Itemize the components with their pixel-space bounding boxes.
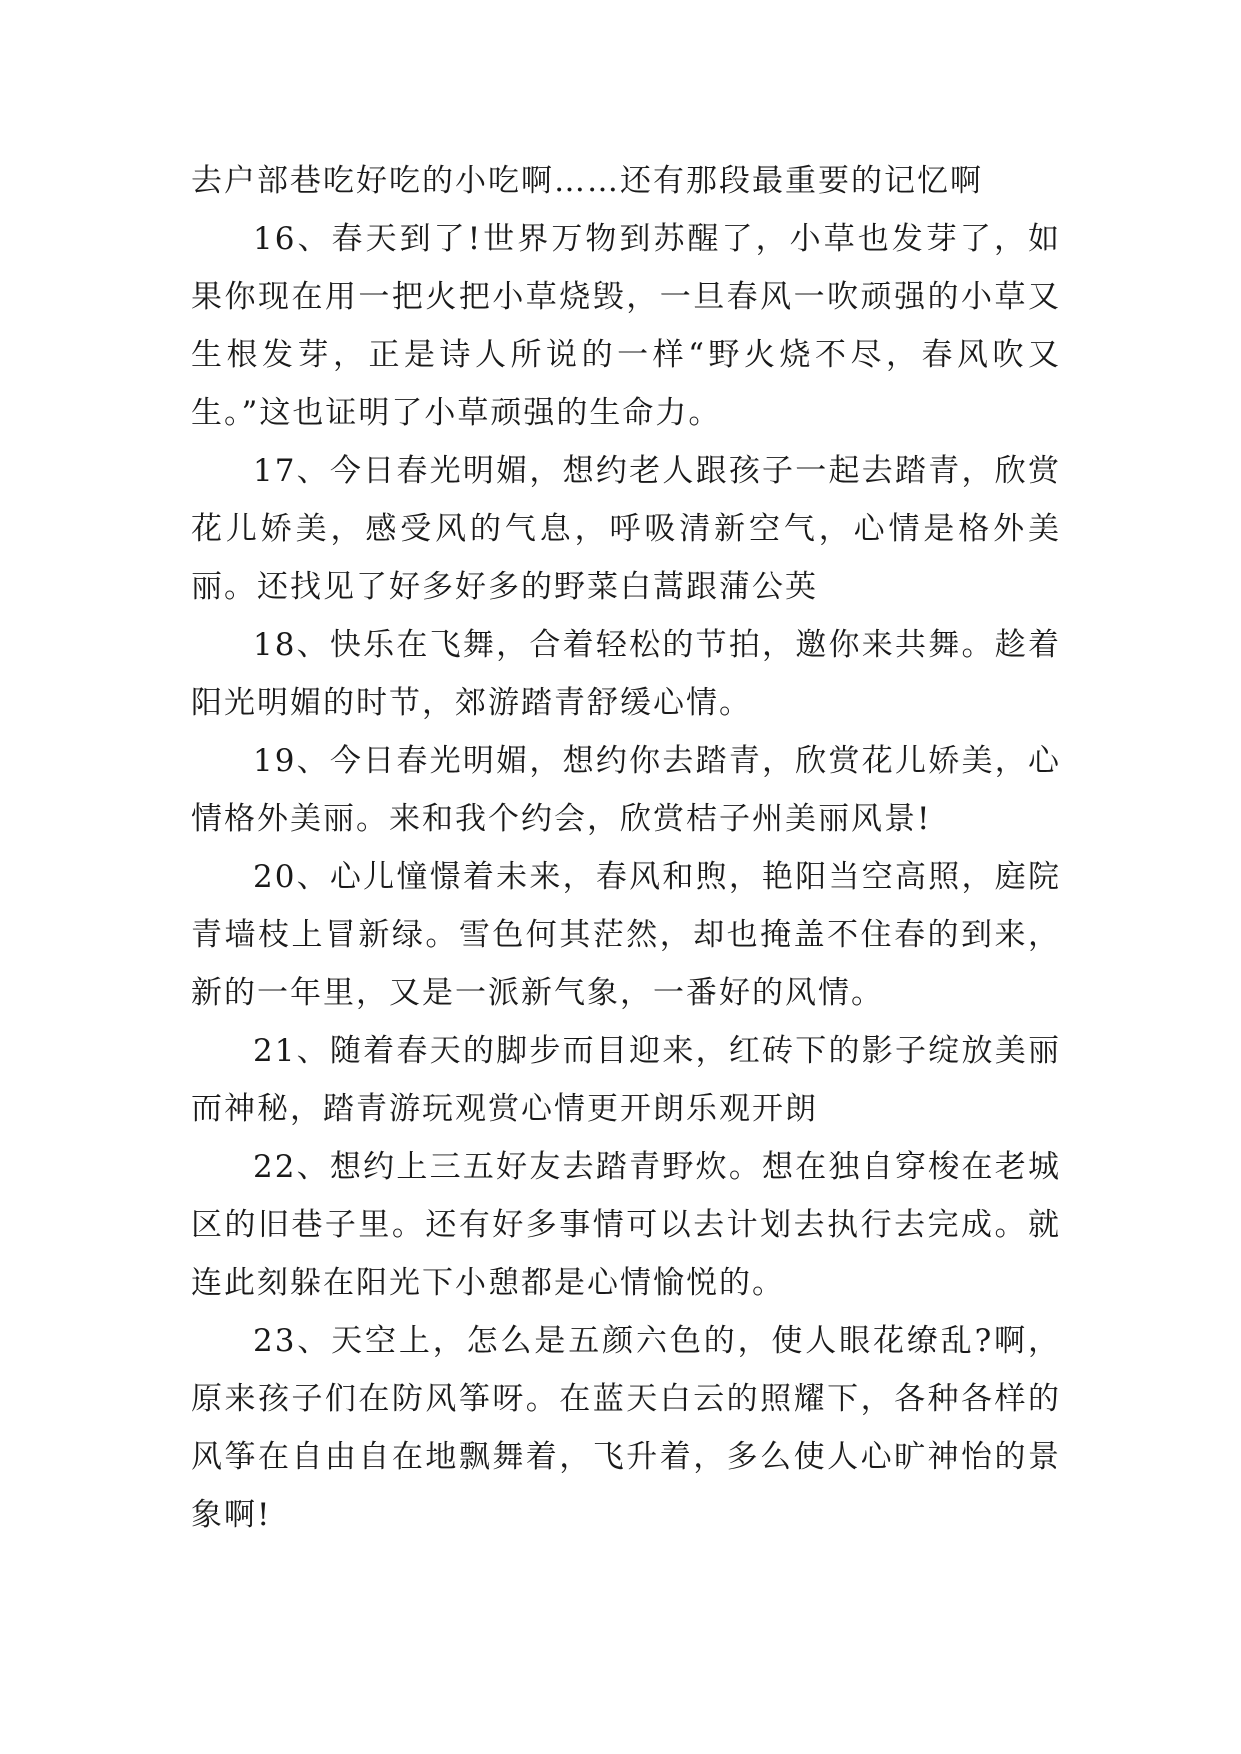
paragraph: 去户部巷吃好吃的小吃啊……还有那段最重要的记忆啊 <box>191 163 983 199</box>
paragraph: 17、今日春光明媚，想约老人跟孩子一起去踏青，欣赏花儿娇美，感受风的气息，呼吸清新空气，心情是格外美丽。还找见了好多好多的野菜白蒿跟蒲公英 <box>191 453 1061 605</box>
paragraph: 18、快乐在飞舞，合着轻松的节拍，邀你来共舞。趁着阳光明媚的时节，郊游踏青舒缓心情。 <box>191 627 1061 721</box>
paragraph: 23、天空上，怎么是五颜六色的，使人眼花缭乱?啊，原来孩子们在防风筝呀。在蓝天白云的照耀下，各种各样的风筝在自由自在地飘舞着，飞升着，多么使人心旷神怡的景象啊! <box>191 1323 1061 1533</box>
paragraph: 21、随着春天的脚步而目迎来，红砖下的影子绽放美丽而神秘，踏青游玩观赏心情更开朗乐观开朗 <box>191 1033 1061 1127</box>
paragraph: 22、想约上三五好友去踏青野炊。想在独自穿梭在老城区的旧巷子里。还有好多事情可以去计划去执行去完成。就连此刻躲在阳光下小憩都是心情愉悦的。 <box>191 1149 1061 1301</box>
paragraph: 19、今日春光明媚，想约你去踏青，欣赏花儿娇美，心情格外美丽。来和我个约会，欣赏桔子州美丽风景! <box>191 743 1061 837</box>
paragraph: 20、心儿憧憬着未来，春风和煦，艳阳当空高照，庭院青墙枝上冒新绿。雪色何其茫然，却也掩盖不住春的到来，新的一年里，又是一派新气象，一番好的风情。 <box>191 859 1061 1011</box>
paragraph: 16、春天到了!世界万物到苏醒了，小草也发芽了，如果你现在用一把火把小草烧毁，一旦春风一吹顽强的小草又生根发芽，正是诗人所说的一样“野火烧不尽，春风吹又生。”这也证明了小草顽强的生命力。 <box>191 221 1061 431</box>
document-body <box>191 152 1061 1544</box>
